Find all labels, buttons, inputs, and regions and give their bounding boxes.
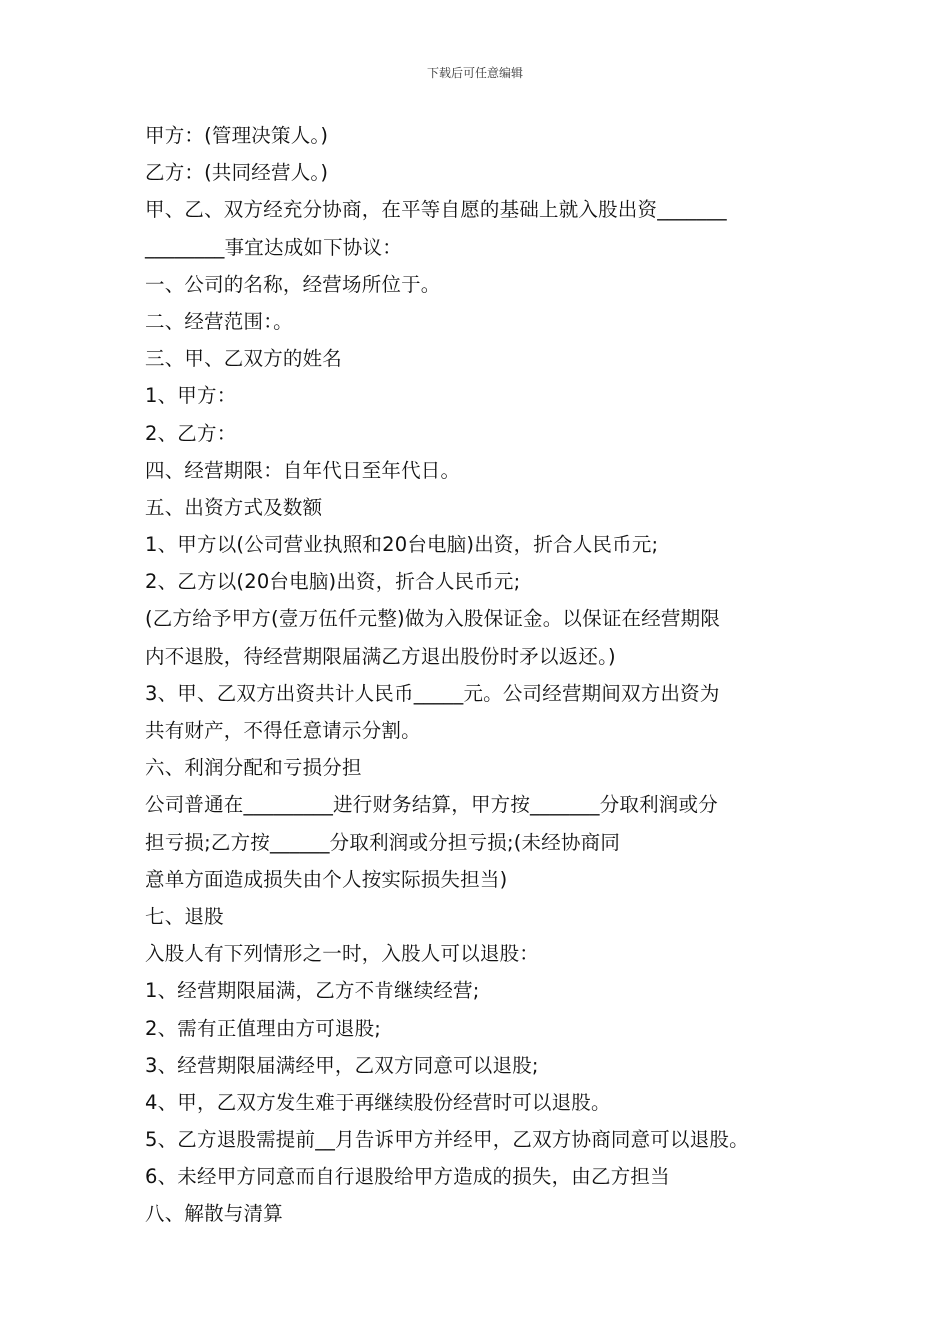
list-item: 2、乙方： bbox=[145, 421, 237, 445]
text-line: 公司普通在_________进行财务结算，甲方按_______分取利润或分 bbox=[145, 793, 718, 817]
list-item: 2、需有正值理由方可退股; bbox=[145, 1016, 382, 1040]
section-heading: 三、甲、乙双方的姓名 bbox=[145, 347, 343, 371]
text-line: 内不退股，待经营期限届满乙方退出股份时矛以返还。) bbox=[145, 644, 616, 668]
text-line: 甲、乙、双方经充分协商，在平等自愿的基础上就入股出资_______ bbox=[145, 198, 727, 222]
page-header: 下载后可任意编辑 bbox=[426, 66, 523, 80]
list-item: 3、甲、乙双方出资共计人民币_____元。公司经营期间双方出资为 bbox=[145, 681, 720, 705]
section-heading: 一、公司的名称，经营场所位于。 bbox=[145, 272, 441, 296]
section-heading: 七、退股 bbox=[145, 904, 224, 928]
section-heading: 六、利润分配和亏损分担 bbox=[145, 756, 362, 780]
list-item: 6、未经甲方同意而自行退股给甲方造成的损失，由乙方担当 bbox=[145, 1165, 670, 1189]
list-item: 4、甲，乙双方发生难于再继续股份经营时可以退股。 bbox=[145, 1090, 611, 1114]
list-item: 1、甲方以(公司营业执照和20台电脑)出资，折合人民币元; bbox=[145, 533, 659, 557]
list-item: 2、乙方以(20台电脑)出资，折合人民币元; bbox=[145, 570, 521, 594]
text-line: 入股人有下列情形之一时，入股人可以退股： bbox=[145, 942, 540, 966]
text-line: 共有财产，不得任意请示分割。 bbox=[145, 719, 421, 742]
text-line: 甲方：(管理决策人。) bbox=[145, 124, 329, 147]
text-line: (乙方给予甲方(壹万伍仟元整)做为入股保证金。以保证在经营期限 bbox=[145, 607, 721, 631]
text-line: 乙方：(共同经营人。) bbox=[145, 161, 329, 185]
section-heading: 四、经营期限：自年代日至年代日。 bbox=[145, 458, 461, 482]
text-line: 意单方面造成损失由个人按实际损失担当) bbox=[145, 867, 508, 891]
document-body bbox=[145, 117, 825, 1233]
list-item: 1、经营期限届满，乙方不肯继续经营; bbox=[145, 979, 480, 1003]
text-line: 担亏损;乙方按______分取利润或分担亏损;(未经协商同 bbox=[145, 830, 621, 854]
list-item: 5、乙方退股需提前__月告诉甲方并经甲，乙双方协商同意可以退股。 bbox=[145, 1128, 749, 1152]
section-heading: 八、解散与清算 bbox=[145, 1202, 283, 1226]
section-heading: 五、出资方式及数额 bbox=[145, 495, 323, 519]
list-item: 1、甲方： bbox=[145, 384, 237, 408]
list-item: 3、经营期限届满经甲，乙双方同意可以退股; bbox=[145, 1053, 539, 1077]
text-line: ________事宜达成如下协议： bbox=[145, 235, 402, 259]
section-heading: 二、经营范围：。 bbox=[145, 309, 293, 333]
